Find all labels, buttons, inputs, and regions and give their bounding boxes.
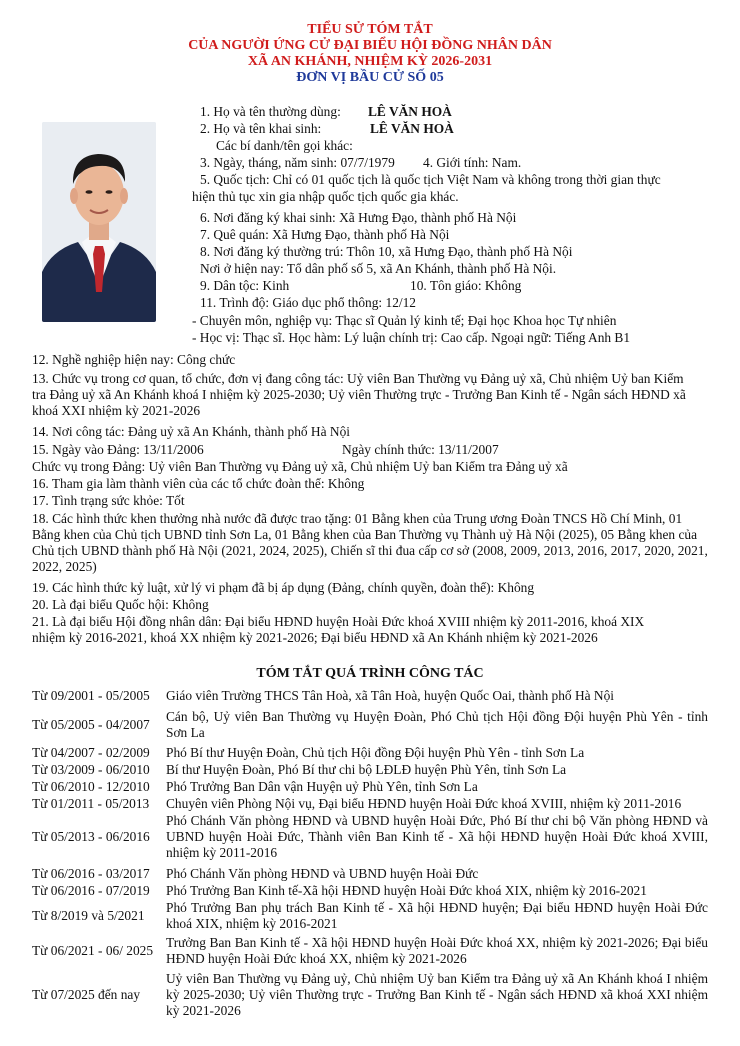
field-party-position: Chức vụ trong Đảng: Uỷ viên Ban Thường vụ Đảng uỷ xã, Chủ nhiệm Uỷ ban Kiểm tra Đảng uỷ xã bbox=[32, 459, 568, 474]
work-period: Từ 07/2025 đến nay bbox=[32, 987, 141, 1002]
field-permanent-address: 8. Nơi đăng ký thường trú: Thôn 10, xã Hưng Đạo, thành phố Hà Nội bbox=[200, 244, 573, 259]
work-description: Bí thư Huyện Đoàn, Phó Bí thư chi bộ LĐLĐ huyện Phù Yên, tỉnh Sơn La bbox=[166, 762, 567, 777]
work-period: Từ 05/2005 - 04/2007 bbox=[32, 717, 150, 732]
work-description: Phó Trưởng Ban Dân vận Huyện uỷ Phù Yên, tỉnh Sơn La bbox=[166, 779, 478, 794]
field-birth-name-value: LÊ VĂN HOÀ bbox=[370, 121, 454, 136]
field-dob: 3. Ngày, tháng, năm sinh: 07/7/1979 bbox=[200, 155, 395, 170]
field-nationality: 5. Quốc tịch: Chỉ có 01 quốc tịch là quốc tịch Việt Nam và không trong thời gian thực bbox=[200, 172, 661, 187]
work-period: Từ 09/2001 - 05/2005 bbox=[32, 688, 150, 703]
field-council-deputy: 21. Là đại biểu Hội đồng nhân dân: Đại biểu HĐND huyện Hoài Đức khoá XVIII nhiệm kỳ 2011-2016, khoá XIX nhiệm kỳ 2016-2021, khoá XX nhiệm kỳ 2021-2026; Đại biểu HĐND xã An Khánh nhiệm kỳ 2021-2026 bbox=[32, 614, 645, 645]
work-period: Từ 06/2021 - 06/ 2025 bbox=[32, 943, 154, 958]
field-occupation: 12. Nghề nghiệp hiện nay: Công chức bbox=[32, 352, 236, 367]
work-history-table bbox=[32, 688, 708, 1028]
field-current-address: Nơi ở hiện nay: Tổ dân phố số 5, xã An Khánh, thành phố Hà Nội. bbox=[200, 261, 557, 276]
work-period: Từ 06/2010 - 12/2010 bbox=[32, 779, 150, 794]
work-period: Từ 01/2011 - 05/2013 bbox=[32, 796, 150, 811]
field-nationality-cont: hiện thủ tục xin gia nhập quốc tịch quốc gia khác. bbox=[192, 189, 459, 204]
work-period: Từ 03/2009 - 06/2010 bbox=[32, 762, 150, 777]
work-description: Phó Chánh Văn phòng HĐND và UBND huyện Hoài Đức bbox=[166, 866, 479, 881]
field-ethnicity: 9. Dân tộc: Kinh bbox=[200, 278, 290, 293]
work-description: Cán bộ, Uỷ viên Ban Thường vụ Huyện Đoàn, Phó Chủ tịch Hội đồng Đội huyện Phù Yên - tỉnh Sơn La bbox=[166, 709, 708, 740]
work-description: Giáo viên Trường THCS Tân Hoà, xã Tân Hoà, huyện Quốc Oai, thành phố Hà Nội bbox=[166, 688, 614, 703]
field-party-official-date: Ngày chính thức: 13/11/2007 bbox=[342, 442, 499, 457]
field-health: 17. Tình trạng sức khỏe: Tốt bbox=[32, 493, 185, 508]
field-current-position: 13. Chức vụ trong cơ quan, tổ chức, đơn vị đang công tác: Uỷ viên Ban Thường vụ Đảng uỷ xã, Chủ nhiệm Uỷ ban Kiểm tra Đảng uỷ xã An Khánh khoá I nhiệm kỳ 2025-2030; Uỷ viên Thường trực - Trưởng Ban Kinh tế - Ngân sách HĐND xã khoá XXI nhiệm kỳ 2021-2026 bbox=[32, 371, 686, 418]
field-alias: Các bí danh/tên gọi khác: bbox=[216, 138, 353, 153]
portrait-image bbox=[42, 122, 156, 322]
work-history-title: TÓM TẮT QUÁ TRÌNH CÔNG TÁC bbox=[256, 666, 484, 681]
doc-title: TIỂU SỬ TÓM TẮT bbox=[307, 22, 433, 37]
field-hometown: 7. Quê quán: Xã Hưng Đạo, thành phố Hà Nội bbox=[200, 227, 450, 242]
field-national-assembly: 20. Là đại biểu Quốc hội: Không bbox=[32, 597, 209, 612]
work-description: Chuyên viên Phòng Nội vụ, Đại biểu HĐND huyện Hoài Đức khoá XVIII, nhiệm kỳ 2011-2016 bbox=[166, 796, 682, 811]
field-discipline: 19. Các hình thức kỷ luật, xử lý vi phạm đã bị áp dụng (Đảng, chính quyền, đoàn thể): Không bbox=[32, 580, 535, 595]
field-party-join-date: 15. Ngày vào Đảng: 13/11/2006 bbox=[32, 442, 204, 457]
field-common-name-value: LÊ VĂN HOÀ bbox=[368, 104, 452, 119]
field-gender: 4. Giới tính: Nam. bbox=[423, 155, 522, 170]
field-education: 11. Trình độ: Giáo dục phổ thông: 12/12 bbox=[200, 295, 416, 310]
doc-subtitle: CỦA NGƯỜI ỨNG CỬ ĐẠI BIỂU HỘI ĐỒNG NHÂN DÂN bbox=[188, 38, 552, 53]
doc-electoral-unit: ĐƠN VỊ BẦU CỬ SỐ 05 bbox=[296, 70, 444, 85]
work-description: Uỷ viên Ban Thường vụ Đảng uỷ, Chủ nhiệm Uỷ ban Kiểm tra Đảng uỷ xã An Khánh khoá I nhiệm kỳ 2025-2030; Uỷ viên Thường trực - Trưởng Ban Kinh tế - Ngân sách HĐND xã khoá XXI nhiệm kỳ 2021-2026 bbox=[166, 971, 708, 1018]
work-description: Phó Trưởng Ban Kinh tế-Xã hội HĐND huyện Hoài Đức khoá XIX, nhiệm kỳ 2016-2021 bbox=[166, 883, 647, 898]
candidate-portrait bbox=[42, 122, 156, 322]
work-period: Từ 8/2019 và 5/2021 bbox=[32, 908, 145, 923]
field-workplace: 14. Nơi công tác: Đảng uỷ xã An Khánh, thành phố Hà Nội bbox=[32, 424, 350, 439]
work-description: Phó Bí thư Huyện Đoàn, Chủ tịch Hội đồng Đội huyện Phù Yên - tỉnh Sơn La bbox=[166, 745, 585, 760]
work-description: Trưởng Ban Ban Kinh tế - Xã hội HĐND huyện Hoài Đức khoá XX, nhiệm kỳ 2021-2026; Đại biểu HĐND huyện Hoài Đức khoá XX, nhiệm kỳ 2021-2026 bbox=[166, 935, 708, 966]
work-period: Từ 04/2007 - 02/2009 bbox=[32, 745, 150, 760]
field-awards: 18. Các hình thức khen thưởng nhà nước đã được trao tặng: 01 Bằng khen của Trung ương Đoàn TNCS Hồ Chí Minh, 01 Bằng khen của Chủ tịch UBND tỉnh Sơn La, 01 Bằng khen của Ban Thường vụ Thành uỷ Hà Nội (2025), 05 Bằng khen của Chủ tịch UBND thành phố Hà Nội (2021, 2024, 2025), Chiến sĩ thi đua cấp cơ sở (2008, 2009, 2013, 2016, 2017, 2020, 2021, 2022, 2025) bbox=[32, 511, 708, 574]
field-degree: - Học vị: Thạc sĩ. Học hàm: Lý luận chính trị: Cao cấp. Ngoại ngữ: Tiếng Anh B1 bbox=[192, 330, 631, 345]
work-period: Từ 06/2016 - 03/2017 bbox=[32, 866, 150, 881]
field-organizations: 16. Tham gia làm thành viên của các tổ chức đoàn thể: Không bbox=[32, 476, 365, 491]
field-common-name-label: 1. Họ và tên thường dùng: bbox=[200, 104, 341, 119]
field-religion: 10. Tôn giáo: Không bbox=[410, 278, 522, 293]
field-birth-registration: 6. Nơi đăng ký khai sinh: Xã Hưng Đạo, thành phố Hà Nội bbox=[200, 210, 517, 225]
work-description: Phó Chánh Văn phòng HĐND và UBND huyện Hoài Đức, Phó Bí thư chi bộ Văn phòng HĐND và UBND huyện Hoài Đức, Thành viên Ban Kinh tế - Xã hội HĐND huyện Hoài Đức khoá XVIII, nhiệm kỳ 2011-2016 bbox=[166, 813, 708, 860]
doc-commune-term: XÃ AN KHÁNH, NHIỆM KỲ 2026-2031 bbox=[247, 54, 493, 69]
field-birth-name-label: 2. Họ và tên khai sinh: bbox=[200, 121, 322, 136]
work-period: Từ 06/2016 - 07/2019 bbox=[32, 883, 150, 898]
field-specialization: - Chuyên môn, nghiệp vụ: Thạc sĩ Quản lý kinh tế; Đại học Khoa học Tự nhiên bbox=[192, 313, 617, 328]
work-period: Từ 05/2013 - 06/2016 bbox=[32, 829, 150, 844]
work-description: Phó Trưởng Ban phụ trách Ban Kinh tế - Xã hội HĐND huyện; Đại biểu HĐND huyện Hoài Đức khoá XIX, nhiệm kỳ 2016-2021 bbox=[166, 900, 708, 931]
